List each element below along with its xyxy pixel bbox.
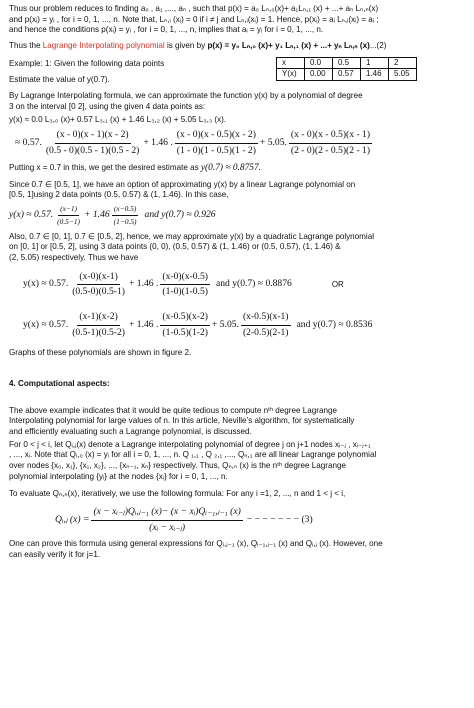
text-line: [0.5, 1]using 2 data points (0.5, 0.57) & (1, 1.46). In this case, (9, 190, 229, 200)
fraction-numerator: (x-1)(x-2) (77, 311, 119, 326)
table-cell: 0.0 (305, 57, 333, 69)
cubic-equation (15, 129, 465, 157)
fraction-denominator: (0.5-1)(0.5-2) (72, 326, 125, 338)
text-line: Since 0.7 ∈ [0.5, 1], we have an option of approximating y(x) by a linear Lagrange polynomial on (9, 179, 356, 189)
fraction (160, 271, 210, 299)
text-line: To evaluate Qₙ,ₙ(x), iteratively, we use the following formula: For any i =1, 2, ..., n and 1 < j < i, (9, 489, 346, 499)
text-line: Interpolating polynomial for large values of n. In this article, Neville’s algorithm, for systematically (9, 416, 355, 426)
equation-tag: − − − − − − − (3) (246, 513, 313, 525)
table-row (277, 69, 417, 81)
eq-term: + 1.46 . (143, 136, 173, 148)
fraction-numerator: (x − xᵢ₋ⱼ)Qᵢ,ⱼ₋₁ (x)− (x − xᵢ)Qᵢ₋₁,ⱼ₋₁ (x) (91, 506, 242, 521)
example-text (9, 57, 164, 86)
fraction (55, 204, 82, 227)
fraction (160, 311, 210, 339)
table-cell: 0.57 (333, 69, 361, 81)
fraction-numerator: (x-0.5)(x-1) (241, 311, 291, 326)
fraction (289, 129, 372, 157)
table-cell: 0.5 (333, 57, 361, 69)
text-line: over nodes {x₀, x₁}, {x₁, x₂}, ..., {xₙ₋₁, xₙ} respectively. Thus, Qₙ,ₙ (x) is the nᵗʰ degree Lagrange (9, 460, 346, 470)
fraction-numerator: (x - 0)(x - 1)(x - 2) (55, 129, 131, 144)
lagrange-formula: p(x) = y₀ Lₙ,₀ (x)+ y₁ Lₙ,₁ (x) + ...+ yₙ Lₙ,ₙ (x) (207, 41, 370, 51)
text-line: , ..., xᵢ. Note that Qᵢ,₀ (x) = yᵢ for all i = 0, 1, ..., n. Q ₁,₁ , Q ₂,₁ ,..., Qₙ,₁ are all linear Lagrange polynomial (9, 450, 377, 460)
fraction-denominator: (0.5−1) (57, 216, 80, 226)
text-line: polynomial interpolating {yᵢ} at the nodes {xᵢ} for i = 0, 1, ..., n. (9, 471, 228, 481)
eq-term: + 5.05. (259, 136, 287, 148)
fraction-denominator: (1−0.5) (113, 216, 137, 226)
proof-paragraph (9, 539, 465, 560)
cubic-approx-paragraph (9, 91, 465, 126)
table-cell: x (277, 57, 305, 69)
eq-term: + 1.46 . (128, 278, 159, 290)
linear-equation (9, 204, 465, 227)
text-span: Thus the (9, 41, 43, 51)
fraction-numerator: (x−0.5) (112, 204, 138, 216)
table-cell: 5.05 (389, 69, 417, 81)
eq-term: y(x) ≈ 0.57. (23, 278, 69, 290)
graphs-note: Graphs of these polynomials are shown in figure 2. (9, 348, 192, 358)
fraction-denominator: (xᵢ − xᵢ₋ⱼ) (149, 521, 186, 533)
neville-recurrence-equation (55, 506, 465, 534)
text-line: y(x) ≈ 0.0 L₃,₀ (x)+ 0.57 L₃,₁ (x) + 1.46 L₃,₂ (x) + 5.05 L₃,₃ (x). (9, 115, 227, 125)
text-line: The above example indicates that it would be quite tedious to compute nᵗʰ degree Lagrange (9, 405, 337, 415)
fraction-numerator: (x−1) (58, 204, 79, 216)
fraction (44, 129, 142, 157)
text-line: Also, 0.7 ∈ [0, 1], 0.7 ∈ [0.5, 2], hence, we may approximate y(x) by a quadratic Lagrange polynomial (9, 231, 375, 241)
fraction (241, 311, 291, 339)
quadratic-equation-2 (23, 311, 465, 339)
text-span: Putting x = 0.7 in this, we get the desired estimate as (9, 163, 201, 173)
text-span: is given by (164, 41, 208, 51)
quadratic-approx-paragraph (9, 232, 465, 264)
fraction-denominator: (0.5-0)(0.5-1) (72, 286, 125, 298)
intro-paragraph (9, 4, 465, 36)
equation-tag: ...(2) (369, 41, 387, 51)
fraction (70, 271, 127, 299)
text-line: on [0, 1] or [0.5, 2], using 3 data points (0, 0), (0.5, 0.57) & (1, 1.46) or (0.5, 0.57), (1, 1.46) & (9, 242, 341, 252)
eq-term: ≈ 0.57. (15, 136, 42, 148)
table-cell: 0.00 (305, 69, 333, 81)
text-line: Thus our problem reduces to finding a₀ , a₁ ,..., aₙ , such that p(x) = a₀ Lₙ,₀(x)+ a₁Lₙ,₁ (x) + ...+ aₙ Lₙ,ₙ(x) (9, 4, 379, 13)
fraction-numerator: (x-0)(x-1) (77, 271, 119, 286)
or-label: OR (331, 279, 344, 289)
eq-term: y(x) ≈ 0.57. (23, 318, 69, 330)
quadratic-equation-1 (23, 271, 465, 299)
table-row (277, 57, 417, 69)
fraction-numerator: (x-0.5)(x-2) (160, 311, 210, 326)
fraction-denominator: (2 - 0)(2 - 0.5)(2 - 1) (290, 144, 371, 156)
neville-definition-paragraph (9, 440, 465, 483)
fraction (112, 204, 139, 227)
text-line: By Lagrange Interpolating formula, we can approximate the function y(x) by a polynomial of degree (9, 91, 363, 101)
fraction-denominator: (0.5 - 0)(0.5 - 1)(0.5 - 2) (45, 144, 140, 156)
data-points-table (276, 57, 417, 81)
example-block (9, 57, 465, 86)
computational-paragraph (9, 406, 465, 438)
fraction-numerator: (x - 0)(x - 0.5)(x - 2) (175, 129, 258, 144)
text-line: One can prove this formula using general expressions for Qᵢ,ⱼ₋₁ (x), Qᵢ₋₁,ⱼ₋₁ (x) and Qᵢ,ⱼ (x). However, one (9, 539, 383, 549)
fraction-numerator: (x - 0)(x - 0.5)(x - 1) (289, 129, 372, 144)
eq-term: y(x) ≈ 0.57. (9, 209, 54, 221)
putting-line (9, 162, 465, 174)
fraction-denominator: (1 - 0)(1 - 0.5)(1 - 2) (176, 144, 256, 156)
table-cell: 2 (389, 57, 417, 69)
fraction-denominator: (1-0.5)(1-2) (162, 326, 208, 338)
lagrange-term-highlight: Lagrange Interpolating polynomial (42, 41, 165, 51)
fraction-denominator: (2-0.5)(2-1) (242, 326, 289, 338)
eq-term: Qᵢ,ⱼ (x) = (55, 513, 90, 525)
fraction-denominator: (1-0)(1-0.5) (162, 286, 208, 298)
eq-term: and y(0.7) ≈ 0.8536 (296, 318, 373, 330)
eq-term: + 1.46 . (128, 318, 159, 330)
lagrange-definition-line (9, 41, 465, 52)
text-line: (2, 5.05) respectively. Thus we have (9, 252, 139, 262)
table-cell: 1.46 (361, 69, 389, 81)
text-line: can easily verify it for j=1. (9, 549, 101, 559)
eq-term: and y(0.7) ≈ 0.926 (144, 209, 216, 221)
estimate-result: y(0.7) ≈ 0.8757. (200, 163, 261, 174)
fraction (91, 506, 242, 534)
text-line: and efficiently evaluating such a Lagrange polynomial, is discussed. (9, 426, 252, 436)
table-cell: 1 (361, 57, 389, 69)
fraction (70, 311, 127, 339)
example-title: Example: 1: Given the following data points (9, 58, 165, 68)
fraction-numerator: (x-0)(x-0.5) (160, 271, 210, 286)
section-heading: 4. Computational aspects: (9, 378, 110, 388)
table-cell: Y(x) (277, 69, 305, 81)
text-line: and p(xᵢ) = yᵢ , for i = 0, 1, ..., n. Note that, Lₙ,ᵢ (xᵢ) = 0 if i ≠ j and Lₙ,ᵢ(xᵢ) = 1. Hence, p(xᵢ) = aᵢ Lₙ,ᵢ(xᵢ) = aᵢ ; (9, 14, 379, 24)
linear-approx-paragraph (9, 180, 465, 201)
text-line: For 0 < j < i, let Qᵢ,ⱼ(x) denote a Lagrange interpolating polynomial of degree j on j+1 nodes xᵢ₋ⱼ , xᵢ₋ⱼ₊₁ (9, 439, 371, 449)
text-line: and hence the conditions p(xᵢ) = yᵢ , for i = 0, 1, ..., n, implies that aᵢ = yᵢ for i = 0, 1, ..., n. (9, 25, 324, 35)
example-question: Estimate the value of y(0.7). (9, 75, 110, 85)
eq-term: and y(0.7) ≈ 0.8876 (215, 278, 292, 290)
fraction (175, 129, 258, 157)
text-line: 3 on the interval [0 2], using the given 4 data points as: (9, 101, 206, 111)
eq-term: + 1.46 (84, 209, 110, 221)
eq-term: + 5.05. (211, 318, 239, 330)
